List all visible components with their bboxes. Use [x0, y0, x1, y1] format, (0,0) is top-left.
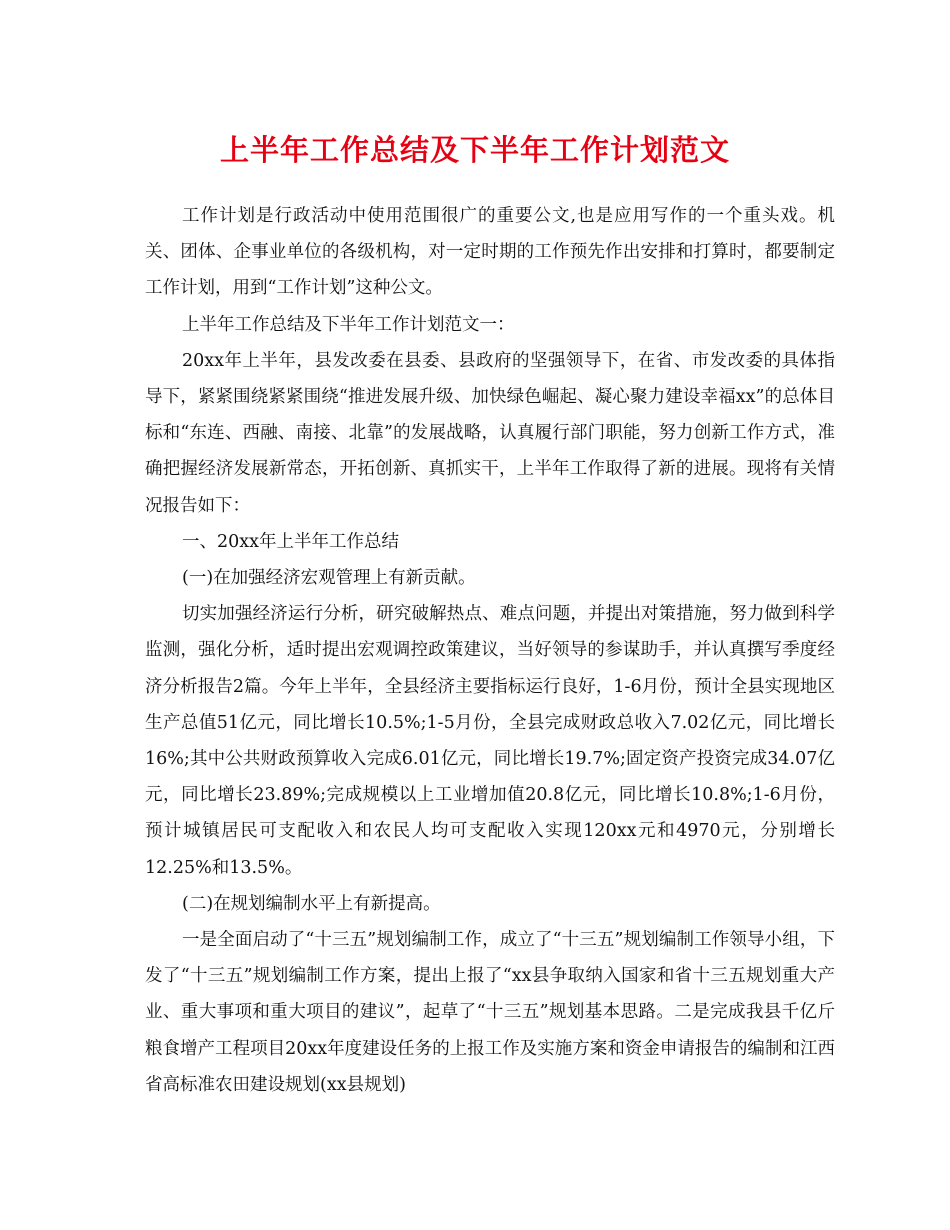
- subsection-heading-2: (二)在规划编制水平上有新提高。: [182, 893, 441, 914]
- paragraph-sample-heading: 上半年工作总结及下半年工作计划范文一：: [182, 314, 515, 335]
- document-body: [145, 198, 835, 1103]
- paragraph-planning: 一是全面启动了“十三五”规划编制工作，成立了“十三五”规划编制工作领导小组，下发了“十三五”规划编制工作方案，提出上报了“xx县争取纳入国家和省十三五规划重大产业、重大事项和重大项目的建议”，起草了“十三五”规划基本思路。二是完成我县千亿斤粮食增产工程项目20xx年度建设任务的上报工作及实施方案和资金申请报告的编制和江西省高标准农田建设规划(xx县规划): [145, 930, 835, 1095]
- document-title: 上半年工作总结及下半年工作计划范文: [219, 133, 730, 167]
- paragraph-intro: 工作计划是行政活动中使用范围很广的重要公文,也是应用写作的一个重头戏。机关、团体、企事业单位的各级机构，对一定时期的工作预先作出安排和打算时，都要制定工作计划，用到“工作计划”这种公文。: [145, 206, 835, 299]
- paragraph-overview: 20xx年上半年，县发改委在县委、县政府的坚强领导下，在省、市发改委的具体指导下，紧紧围绕紧紧围绕“推进发展升级、加快绿色崛起、凝心聚力建设幸福xx”的总体目标和“东连、西融、南接、北靠”的发展战略，认真履行部门职能，努力创新工作方式，准确把握经济发展新常态，开拓创新、真抓实干，上半年工作取得了新的进展。现将有关情况报告如下：: [145, 350, 835, 516]
- subsection-heading-1: (一)在加强经济宏观管理上有新贡献。: [182, 568, 476, 589]
- section-heading-1: 一、20xx年上半年工作总结: [182, 531, 400, 552]
- paragraph-economy: 切实加强经济运行分析，研究破解热点、难点问题，并提出对策措施，努力做到科学监测，强化分析，适时提出宏观调控政策建议，当好领导的参谋助手，并认真撰写季度经济分析报告2篇。今年上半年，全县经济主要指标运行良好，1-6月份，预计全县实现地区生产总值51亿元，同比增长10.5%;1-5月份，全县完成财政总收入7.02亿元，同比增长16%;其中公共财政预算收入完成6.01亿元，同比增长19.7%;固定资产投资完成34.07亿元，同比增长23.89%;完成规模以上工业增加值20.8亿元，同比增长10.8%;1-6月份，预计城镇居民可支配收入和农民人均可支配收入实现120xx元和4970元，分别增长12.25%和13.5%。: [145, 604, 835, 878]
